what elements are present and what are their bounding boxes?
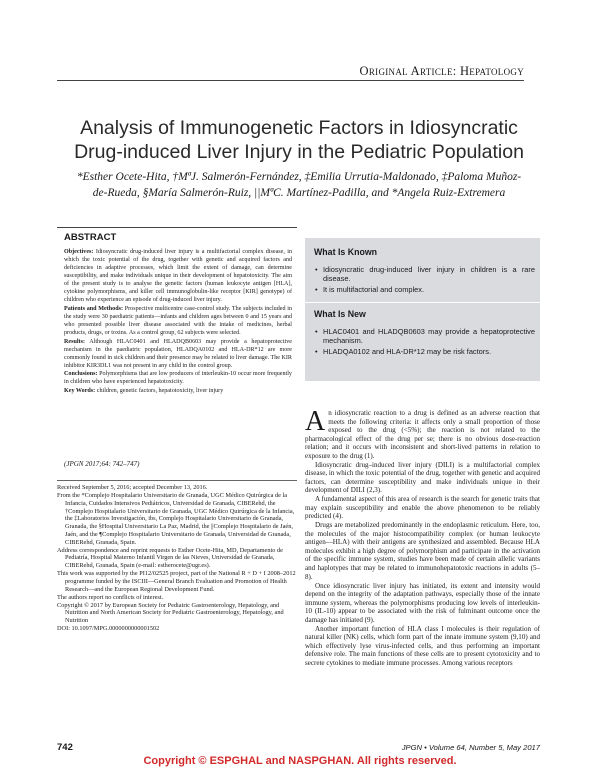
footnote-funding: This work was supported by the PI12/02525 project, part of the National R + D + I 2008–2012 programme funded by the ISCIII—General Branch Evaluation and Promotion of Health Research—and the European Regional Development Fund.: [57, 570, 296, 593]
what-is-known-list: [315, 265, 535, 296]
article-title: Analysis of Immunogenetic Factors in Idiosyncratic Drug-induced Liver Injury in the Pediatric Population: [74, 117, 524, 163]
footnote-rule: [57, 480, 297, 481]
body-paragraph: Idiosyncratic drug–induced liver injury (DILI) is a multifactorial complex disease, in which the toxic potential of the drug, together with genetic and acquired factors, can determine susceptibility and make individuals unique in their development of DILI (2,3).: [305, 460, 540, 495]
footnote-received: Received September 5, 2016; accepted December 13, 2016.: [57, 484, 208, 491]
drop-cap: A: [305, 406, 326, 437]
summary-box: [305, 238, 540, 381]
list-item: • It is multifactorial and complex.: [315, 285, 535, 294]
abstract-objectives: [64, 248, 292, 304]
keywords-text: children, genetic factors, hepatotoxicity, liver injury: [96, 387, 224, 394]
footnote-doi: DOI: 10.1097/MPG.0000000000001502: [57, 625, 160, 633]
box-divider: [305, 302, 540, 303]
abstract-heading: ABSTRACT: [64, 232, 117, 243]
list-item: • Idiosyncratic drug-induced liver injury in children is a rare disease.: [315, 265, 535, 283]
section-rule: [57, 80, 524, 81]
section-label: Original Article: Hepatology: [359, 64, 524, 78]
methods-label: Patients and Methods:: [64, 305, 124, 312]
abstract-methods: [64, 305, 292, 337]
footnote-conflicts: The authors report no conflicts of interest.: [57, 593, 164, 601]
what-is-new-list: [315, 327, 535, 358]
keywords-label: Key Words:: [64, 387, 96, 394]
abstract: [64, 248, 292, 395]
results-text: Although HLAC0401 and HLADQB0603 may provide a hepatoprotective mechanism in the paediatric population, HLADQA0102 and HLA-DR*12 are more commonly found in sick children and their presence may be related to liver damage. The KIR inhibitor KIR3DL1 was not present in any child in the control group.: [64, 338, 292, 369]
objectives-label: Objectives:: [64, 249, 94, 255]
footnotes: [57, 484, 297, 633]
author-list: *Esther Ocete-Hita, †MªJ. Salmerón-Fernández, ‡Emilia Urrutia-Maldonado, ‡Paloma Muñoz-de-Rueda, §María Salmerón-Ruiz, ||MªC. Martínez-Padilla, and *Angela Ruiz-Extremera: [76, 171, 522, 199]
what-is-new-title: What Is New: [314, 309, 366, 319]
body-paragraph: A fundamental aspect of this area of research is the search for genetic traits that may explain susceptibility and enable the above phenomenon to be reliably predicted (4).: [305, 495, 540, 521]
footnote-correspondence: Address correspondence and reprint requests to Esther Ocete-Hita, MD, Departamento de Pediatría, Hospital Materno Infantil Virgen de las Nieves, Universidad de Granada, CIBERehd, Granada, Spain (e-mail: estherocete@ugr.es).: [57, 546, 283, 570]
footnote-affiliations: From the *Complejo Hospitalario Universitario de Granada, UGC Médico Quirúrgica de la Infancia, Cuidados Intensivos Pediátricos, Universidad de Granada, CIBERehd, the †Complejo Hospitalario Universitario de Granada, UGC Médico Quirúrgica de la Infancia, the ‡Laboratorios Investigación, ibs, Complejo Hospitalario Universitario de Granada, Granada, the §Hospital Universitario La Paz, Madrid, the ||Complejo Hospitalario de Jaén, Jaén, and the ¶Complejo Hospitalario Universitario de Granada, Universidad de Granada, CIBERehd, Granada, Spain.: [57, 492, 295, 546]
journal-info: JPGN • Volume 64, Number 5, May 2017: [401, 743, 540, 752]
abstract-keywords: [64, 387, 292, 395]
conclusions-text: Polymorphisms that are low producers of interleukin-10 occur more frequently in children who have experienced hepatotoxicity.: [64, 371, 292, 386]
list-item: • HLAC0401 and HLADQB0603 may provide a hepatoprotective mechanism.: [315, 327, 535, 345]
conclusions-label: Conclusions:: [64, 371, 98, 378]
list-item: • HLADQA0102 and HLA-DR*12 may be risk factors.: [315, 347, 535, 356]
footnote-copyright: Copyright © 2017 by European Society for Pediatric Gastroenterology, Hepatology, and Nutrition and North American Society for Pediatric Gastroenterology, Hepatology, and Nutrition: [57, 601, 284, 625]
objectives-text: Idiosyncratic drug-induced liver injury is a multifactorial complex disease, in which the toxic potential of the drug, together with genetic and acquired factors and deficiencies in adaptive processes, which limit the extent of damage, can determine susceptibility, and make individuals unique in their development of hepatotoxicity. The aim of the present study is to analyse the genetic factors (human leukocyte antigen [HLA], cytokine polymorphisms, and killer cell immunoglobulin-like receptor [KIR] genotype) of children who experience an episode of drug-induced liver injury.: [64, 249, 292, 304]
abstract-rule: [57, 227, 297, 228]
paragraph-text: n idiosyncratic reaction to a drug is defined as an adverse reaction that meets the following criteria: it affects only a small proportion of those exposed to the drug (<5%); the reaction is not related to the pharmacological effect of the drug per se; there is no obvious dose-reaction relation; and it occurs with inconsistent and short-lived patterns in relation to exposure to the drug (1).: [305, 409, 540, 460]
abstract-conclusions: [64, 370, 292, 386]
results-label: Results:: [64, 338, 85, 345]
what-is-known-title: What Is Known: [314, 247, 378, 257]
body-paragraph: Once idiosyncratic liver injury has initiated, its extent and intensity would depend on the integrity of the adaptation pathways, especially those of the innate immune system, whereas the polymorphisms producing low levels of interleukin-10 (IL-10) appear to be associated with the risk of fulminant outcome once the damage has initiated (9).: [305, 581, 540, 624]
body-paragraph: Another important function of HLA class I molecules is their regulation of natural killer (NK) cells, which form part of the innate immune system (9,10) and which effectively lyse virus-infected cells, and thus performing an important defensive role. The main functions of these cells are to present cytotoxicity and to secrete cytokines to mediate immune processes. Among various receptors: [305, 624, 540, 667]
body-text: [305, 406, 540, 668]
methods-text: Prospective multicentre case-control study. The subjects included in the study were 30 paediatric patients—infants and children ages between 0 and 15 years and who presented possible liver disease associated with the intake of medicines, herbal products, drugs, or toxins. As a control group, 62 subjects were selected.: [64, 305, 292, 336]
page-number: 742: [57, 742, 73, 753]
body-paragraph: Drugs are metabolized predominantly in the endoplasmic reticulum. Here, too, the molecules of the major histocompatibility complex (or human leukocyte antigen—HLA) with their antigens are synthesized and assembled. Because HLA molecules exhibit a high degree of polymorphism and participate in the activation of the specific immune system, studies have been made of certain allelic variants and haplotypes that may be related to immunohepatotoxic reactions in adults (5–8).: [305, 521, 540, 581]
body-paragraph: [305, 406, 540, 460]
abstract-results: [64, 338, 292, 370]
journal-citation: (JPGN 2017;64: 742–747): [64, 460, 140, 468]
copyright-banner: Copyright © ESPGHAL and NASPGHAN. All rights reserved.: [143, 755, 457, 767]
